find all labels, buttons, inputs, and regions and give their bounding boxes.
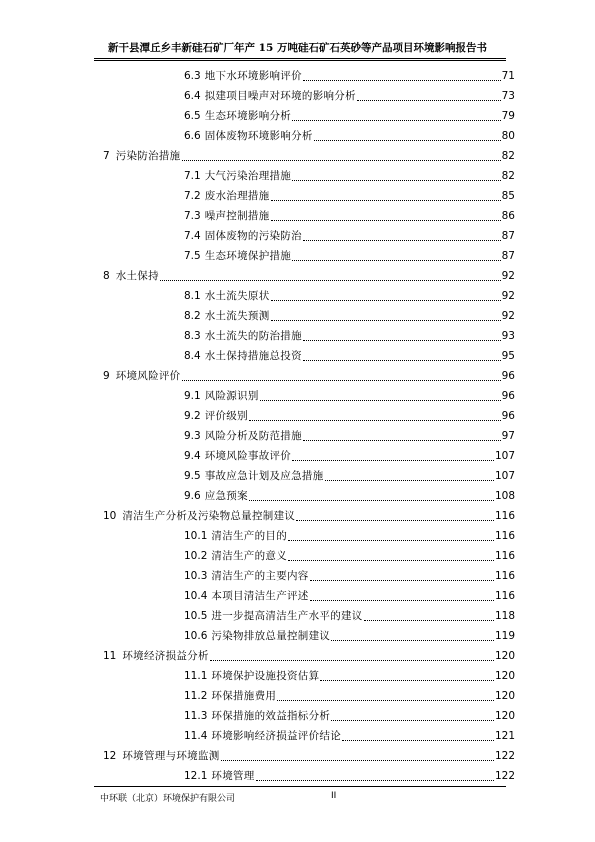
toc-dot-leader	[296, 520, 494, 521]
toc-entry-title: 清洁生产的意义	[211, 550, 287, 562]
toc-entry-page: 116	[494, 590, 515, 602]
toc-entry-number: 9.2	[184, 410, 201, 422]
toc-entry-title: 清洁生产的主要内容	[211, 570, 309, 582]
toc-dot-leader	[249, 500, 494, 501]
toc-entry-number: 12	[103, 750, 117, 762]
toc-chapter-row[interactable]	[103, 506, 515, 526]
toc-entry-page: 121	[494, 730, 515, 742]
toc-section-row[interactable]	[184, 446, 515, 466]
toc-entry-title: 清洁生产分析及污染物总量控制建议	[122, 510, 296, 522]
toc-entry-number: 10.6	[184, 630, 208, 642]
toc-section-row[interactable]	[184, 766, 515, 786]
toc-entry-title: 污染物排放总量控制建议	[211, 630, 331, 642]
toc-entry-page: 86	[501, 210, 515, 222]
toc-entry-page: 116	[494, 530, 515, 542]
toc-entry-title: 风险源识别	[204, 390, 259, 402]
toc-entry-page: 95	[501, 350, 515, 362]
toc-section-row[interactable]	[184, 706, 515, 726]
toc-entry-title: 水土保持措施总投资	[204, 350, 302, 362]
toc-section-row[interactable]	[184, 106, 515, 126]
toc-dot-leader	[364, 620, 494, 621]
toc-section-row[interactable]	[184, 286, 515, 306]
toc-entry-number: 9.1	[184, 390, 201, 402]
toc-section-row[interactable]	[184, 626, 515, 646]
toc-entry-page: 107	[494, 450, 515, 462]
toc-entry-page: 118	[494, 610, 515, 622]
toc-entry-title: 水土流失原状	[204, 290, 270, 302]
toc-entry-number: 7.3	[184, 210, 201, 222]
toc-dot-leader	[325, 480, 494, 481]
toc-dot-leader	[303, 240, 501, 241]
toc-entry-number: 7.5	[184, 250, 201, 262]
toc-section-row[interactable]	[184, 546, 515, 566]
toc-section-row[interactable]	[184, 526, 515, 546]
toc-dot-leader	[303, 80, 501, 81]
toc-entry-page: 82	[501, 170, 515, 182]
toc-entry-page: 71	[501, 70, 515, 82]
toc-section-row[interactable]	[184, 186, 515, 206]
toc-section-row[interactable]	[184, 486, 515, 506]
toc-entry-title: 生态环境保护措施	[204, 250, 292, 262]
header-rule	[94, 58, 506, 59]
toc-entry-page: 120	[494, 670, 515, 682]
toc-entry-number: 7.4	[184, 230, 201, 242]
toc-entry-page: 107	[494, 470, 515, 482]
toc-dot-leader	[249, 420, 501, 421]
toc-section-row[interactable]	[184, 726, 515, 746]
toc-section-row[interactable]	[184, 326, 515, 346]
toc-entry-page: 92	[501, 310, 515, 322]
toc-entry-number: 7	[103, 150, 110, 162]
toc-dot-leader	[310, 580, 494, 581]
toc-entry-page: 96	[501, 370, 515, 382]
toc-entry-number: 9.4	[184, 450, 201, 462]
toc-dot-leader	[314, 140, 501, 141]
toc-entry-number: 12.1	[184, 770, 208, 782]
toc-dot-leader	[210, 660, 494, 661]
toc-entry-title: 环境管理与环境监测	[122, 750, 220, 762]
toc-dot-leader	[182, 160, 501, 161]
toc-dot-leader	[331, 640, 494, 641]
toc-entry-number: 11	[103, 650, 117, 662]
toc-entry-number: 9	[103, 370, 110, 382]
toc-entry-number: 6.3	[184, 70, 201, 82]
toc-entry-title: 应急预案	[204, 490, 248, 502]
toc-dot-leader	[256, 780, 494, 781]
toc-entry-title: 生态环境影响分析	[204, 110, 292, 122]
toc-entry-title: 大气污染治理措施	[204, 170, 292, 182]
toc-entry-page: 80	[501, 130, 515, 142]
toc-entry-number: 8.2	[184, 310, 201, 322]
toc-entry-number: 11.3	[184, 710, 208, 722]
toc-entry-number: 11.1	[184, 670, 208, 682]
toc-entry-page: 120	[494, 690, 515, 702]
toc-section-row[interactable]	[184, 206, 515, 226]
toc-dot-leader	[271, 320, 501, 321]
toc-dot-leader	[357, 100, 501, 101]
toc-chapter-row[interactable]	[103, 146, 515, 166]
toc-entry-title: 环保措施费用	[211, 690, 277, 702]
toc-entry-page: 73	[501, 90, 515, 102]
toc-dot-leader	[292, 180, 501, 181]
toc-entry-title: 评价级别	[204, 410, 248, 422]
footer-company-name: 中环联（北京）环境保护有限公司	[100, 794, 236, 804]
toc-dot-leader	[288, 540, 494, 541]
toc-entry-page: 119	[494, 630, 515, 642]
toc-entry-title: 环境风险评价	[115, 370, 181, 382]
toc-entry-title: 本项目清洁生产评述	[211, 590, 309, 602]
toc-chapter-row[interactable]	[103, 266, 515, 286]
toc-entry-page: 79	[501, 110, 515, 122]
toc-section-row[interactable]	[184, 666, 515, 686]
document-header-title: 新干县潭丘乡丰新硅石矿厂年产 15 万吨硅石矿石英砂等产品项目环境影响报告书	[108, 42, 487, 54]
toc-entry-page: 93	[501, 330, 515, 342]
toc-entry-number: 6.6	[184, 130, 201, 142]
toc-entry-number: 7.1	[184, 170, 201, 182]
toc-entry-number: 10.2	[184, 550, 208, 562]
toc-entry-page: 97	[501, 430, 515, 442]
toc-entry-page: 120	[494, 650, 515, 662]
toc-entry-title: 固体废物的污染防治	[204, 230, 302, 242]
toc-dot-leader	[310, 600, 494, 601]
toc-section-row[interactable]	[184, 226, 515, 246]
toc-entry-number: 8.1	[184, 290, 201, 302]
toc-section-row[interactable]	[184, 246, 515, 266]
toc-entry-page: 96	[501, 410, 515, 422]
toc-entry-page: 120	[494, 710, 515, 722]
toc-entry-title: 环境管理	[211, 770, 255, 782]
toc-dot-leader	[271, 300, 501, 301]
toc-entry-number: 9.5	[184, 470, 201, 482]
toc-entry-number: 8	[103, 270, 110, 282]
toc-section-row[interactable]	[184, 306, 515, 326]
toc-section-row[interactable]	[184, 466, 515, 486]
toc-entry-title: 环境保护设施投资估算	[211, 670, 320, 682]
toc-dot-leader	[303, 440, 501, 441]
header-rule-thin	[94, 60, 506, 61]
toc-entry-title: 水土流失预测	[204, 310, 270, 322]
toc-entry-number: 8.3	[184, 330, 201, 342]
toc-dot-leader	[221, 760, 494, 761]
toc-dot-leader	[331, 720, 494, 721]
toc-entry-title: 环境经济损益分析	[122, 650, 209, 662]
toc-section-row[interactable]	[184, 586, 515, 606]
toc-dot-leader	[271, 220, 501, 221]
toc-section-row[interactable]	[184, 166, 515, 186]
toc-entry-title: 进一步提高清洁生产水平的建议	[211, 610, 363, 622]
toc-dot-leader	[292, 260, 501, 261]
toc-entry-number: 11.4	[184, 730, 208, 742]
toc-entry-number: 9.6	[184, 490, 201, 502]
toc-entry-number: 11.2	[184, 690, 208, 702]
toc-entry-number: 6.4	[184, 90, 201, 102]
toc-entry-number: 10.4	[184, 590, 208, 602]
footer-page-number: II	[331, 791, 337, 801]
toc-dot-leader	[271, 200, 501, 201]
toc-entry-title: 清洁生产的目的	[211, 530, 287, 542]
toc-entry-page: 82	[501, 150, 515, 162]
toc-dot-leader	[260, 400, 501, 401]
toc-section-row[interactable]	[184, 386, 515, 406]
toc-section-row[interactable]	[184, 346, 515, 366]
toc-entry-title: 环保措施的效益指标分析	[211, 710, 331, 722]
toc-dot-leader	[303, 340, 501, 341]
toc-entry-page: 108	[494, 490, 515, 502]
toc-entry-page: 87	[501, 250, 515, 262]
toc-entry-title: 污染防治措施	[115, 150, 181, 162]
toc-entry-title: 拟建项目噪声对环境的影响分析	[204, 90, 356, 102]
toc-entry-title: 环境影响经济损益评价结论	[211, 730, 341, 742]
toc-dot-leader	[292, 460, 494, 461]
toc-entry-number: 8.4	[184, 350, 201, 362]
toc-dot-leader	[288, 560, 494, 561]
toc-entry-page: 87	[501, 230, 515, 242]
toc-section-row[interactable]	[184, 86, 515, 106]
toc-entry-number: 7.2	[184, 190, 201, 202]
toc-section-row[interactable]	[184, 406, 515, 426]
toc-dot-leader	[292, 120, 501, 121]
toc-section-row[interactable]	[184, 66, 515, 86]
toc-entry-title: 环境风险事故评价	[204, 450, 292, 462]
toc-entry-page: 96	[501, 390, 515, 402]
toc-entry-page: 122	[494, 750, 515, 762]
toc-entry-number: 10.1	[184, 530, 208, 542]
toc-entry-number: 10.3	[184, 570, 208, 582]
toc-chapter-row[interactable]	[103, 366, 515, 386]
toc-entry-page: 116	[494, 510, 515, 522]
toc-entry-title: 噪声控制措施	[204, 210, 270, 222]
toc-entry-title: 水土保持	[115, 270, 159, 282]
toc-dot-leader	[320, 680, 494, 681]
footer-rule	[94, 786, 506, 787]
toc-entry-page: 116	[494, 570, 515, 582]
toc-dot-leader	[342, 740, 494, 741]
toc-chapter-row[interactable]	[103, 746, 515, 766]
toc-entry-title: 事故应急计划及应急措施	[204, 470, 324, 482]
toc-entry-title: 固体废物环境影响分析	[204, 130, 313, 142]
toc-entry-number: 6.5	[184, 110, 201, 122]
toc-dot-leader	[277, 700, 494, 701]
toc-entry-page: 85	[501, 190, 515, 202]
toc-section-row[interactable]	[184, 566, 515, 586]
toc-entry-number: 10.5	[184, 610, 208, 622]
toc-entry-page: 122	[494, 770, 515, 782]
toc-entry-number: 9.3	[184, 430, 201, 442]
toc-entry-number: 10	[103, 510, 117, 522]
toc-entry-title: 废水治理措施	[204, 190, 270, 202]
toc-entry-page: 92	[501, 270, 515, 282]
toc-entry-title: 水土流失的防治措施	[204, 330, 302, 342]
toc-section-row[interactable]	[184, 606, 515, 626]
toc-entry-page: 92	[501, 290, 515, 302]
toc-entry-title: 地下水环境影响评价	[204, 70, 302, 82]
toc-entry-title: 风险分析及防范措施	[204, 430, 302, 442]
toc-dot-leader	[160, 280, 501, 281]
toc-chapter-row[interactable]	[103, 646, 515, 666]
toc-section-row[interactable]	[184, 126, 515, 146]
toc-dot-leader	[303, 360, 501, 361]
toc-entry-page: 116	[494, 550, 515, 562]
toc-dot-leader	[182, 380, 501, 381]
toc-section-row[interactable]	[184, 426, 515, 446]
toc-section-row[interactable]	[184, 686, 515, 706]
